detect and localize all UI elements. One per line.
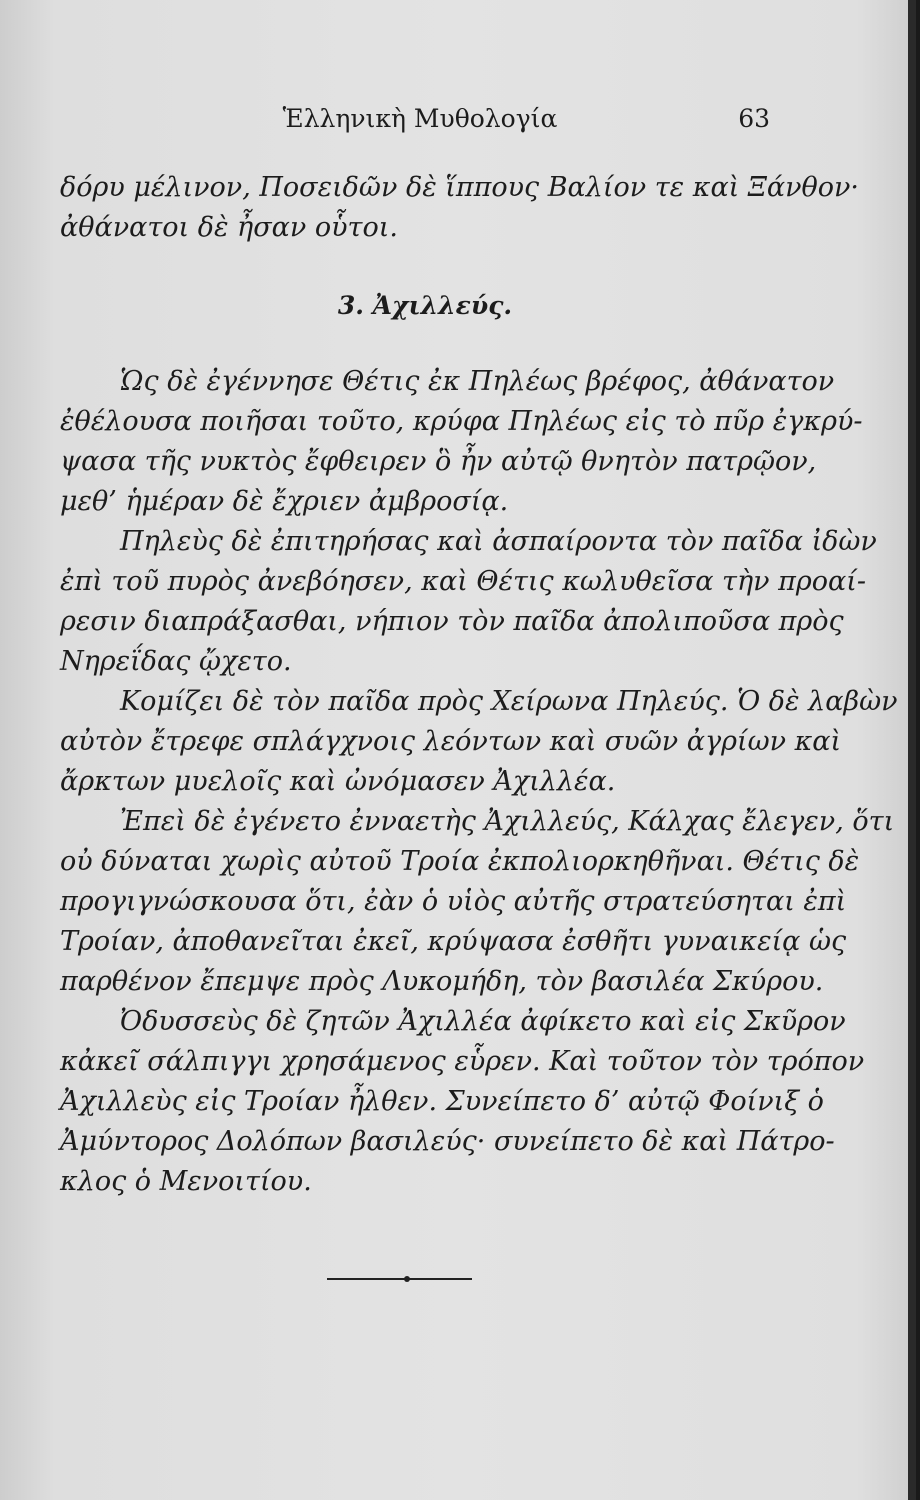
text-line: οὐ δύναται χωρὶς αὐτοῦ Τροία ἐκπολιορκηθῆναι. Θέτις δὲ <box>60 846 860 877</box>
text-line: μεθ’ ἡμέραν δὲ ἔχριεν ἀμβροσίᾳ. <box>60 486 509 517</box>
text-line: Ὀδυσσεὺς δὲ ζητῶν Ἀχιλλέα ἀφίκετο καὶ εἰς Σκῦρον <box>120 1006 846 1037</box>
text-line: ρεσιν διαπράξασθαι, νήπιον τὸν παῖδα ἀπολιποῦσα πρὸς <box>60 606 844 637</box>
text-line: ψασα τῆς νυκτὸς ἔφθειρεν ὃ ἦν αὐτῷ θνητὸν πατρῷον, <box>60 446 817 477</box>
text-line: ἐπὶ τοῦ πυρὸς ἀνεβόησεν, καὶ Θέτις κωλυθεῖσα τὴν προαί- <box>60 566 866 597</box>
text-line: Ἐπεὶ δὲ ἐγένετο ἐνναετὴς Ἀχιλλεύς, Κάλχας ἔλεγεν, ὅτι <box>120 806 895 837</box>
text-line: Τροίαν, ἀποθανεῖται ἐκεῖ, κρύψασα ἐσθῆτι γυναικείᾳ ὡς <box>60 926 847 957</box>
body-text <box>60 362 898 1202</box>
end-of-section-rule <box>327 1278 472 1280</box>
text-line: ἐθέλουσα ποιῆσαι τοῦτο, κρύφα Πηλέως εἰς τὸ πῦρ ἐγκρύ- <box>60 406 863 437</box>
intro-paragraph <box>60 168 860 248</box>
text-line: ἀθάνατοι δὲ ἦσαν οὗτοι. <box>60 212 398 243</box>
section-heading: 3. Ἀχιλλεύς. <box>337 291 513 320</box>
text-line: κλος ὁ Μενοιτίου. <box>60 1166 312 1197</box>
text-line: Ὡς δὲ ἐγέννησε Θέτις ἐκ Πηλέως βρέφος, ἀθάνατον <box>120 366 835 397</box>
rule-ornament-dot <box>404 1276 410 1282</box>
page-number: 63 <box>738 104 770 133</box>
text-line: αὐτὸν ἔτρεφε σπλάγχνοις λεόντων καὶ συῶν ἀγρίων καὶ <box>60 726 842 757</box>
text-line: Κομίζει δὲ τὸν παῖδα πρὸς Χείρωνα Πηλεύς. Ὁ δὲ λαβὼν <box>120 686 898 717</box>
text-line: Ἀμύντορος Δολόπων βασιλεύς· συνείπετο δὲ καὶ Πάτρο- <box>60 1126 835 1157</box>
text-line: κἀκεῖ σάλπιγγι χρησάμενος εὗρεν. Καὶ τοῦτον τὸν τρόπον <box>60 1046 865 1077</box>
text-line: Ἀχιλλεὺς εἰς Τροίαν ἦλθεν. Συνείπετο δ’ αὐτῷ Φοίνιξ ὁ <box>60 1086 824 1117</box>
text-line: Πηλεὺς δὲ ἐπιτηρήσας καὶ ἀσπαίροντα τὸν παῖδα ἰδὼν <box>120 526 877 557</box>
text-line: Νηρεΐδας ᾤχετο. <box>60 646 292 677</box>
running-title: Ἑλληνικὴ Μυθολογία <box>282 104 558 133</box>
text-line: παρθένον ἔπεμψε πρὸς Λυκομήδη, τὸν βασιλέα Σκύρου. <box>60 966 824 997</box>
page-header <box>60 100 780 134</box>
text-line: ἄρκτων μυελοῖς καὶ ὠνόμασεν Ἀχιλλέα. <box>60 766 616 797</box>
text-line: δόρυ μέλινον, Ποσειδῶν δὲ ἵππους Βαλίον τε καὶ Ξάνθον· <box>60 172 860 203</box>
text-line: προγιγνώσκουσα ὅτι, ἐὰν ὁ υἱὸς αὐτῆς στρατεύσηται ἐπὶ <box>60 886 847 917</box>
